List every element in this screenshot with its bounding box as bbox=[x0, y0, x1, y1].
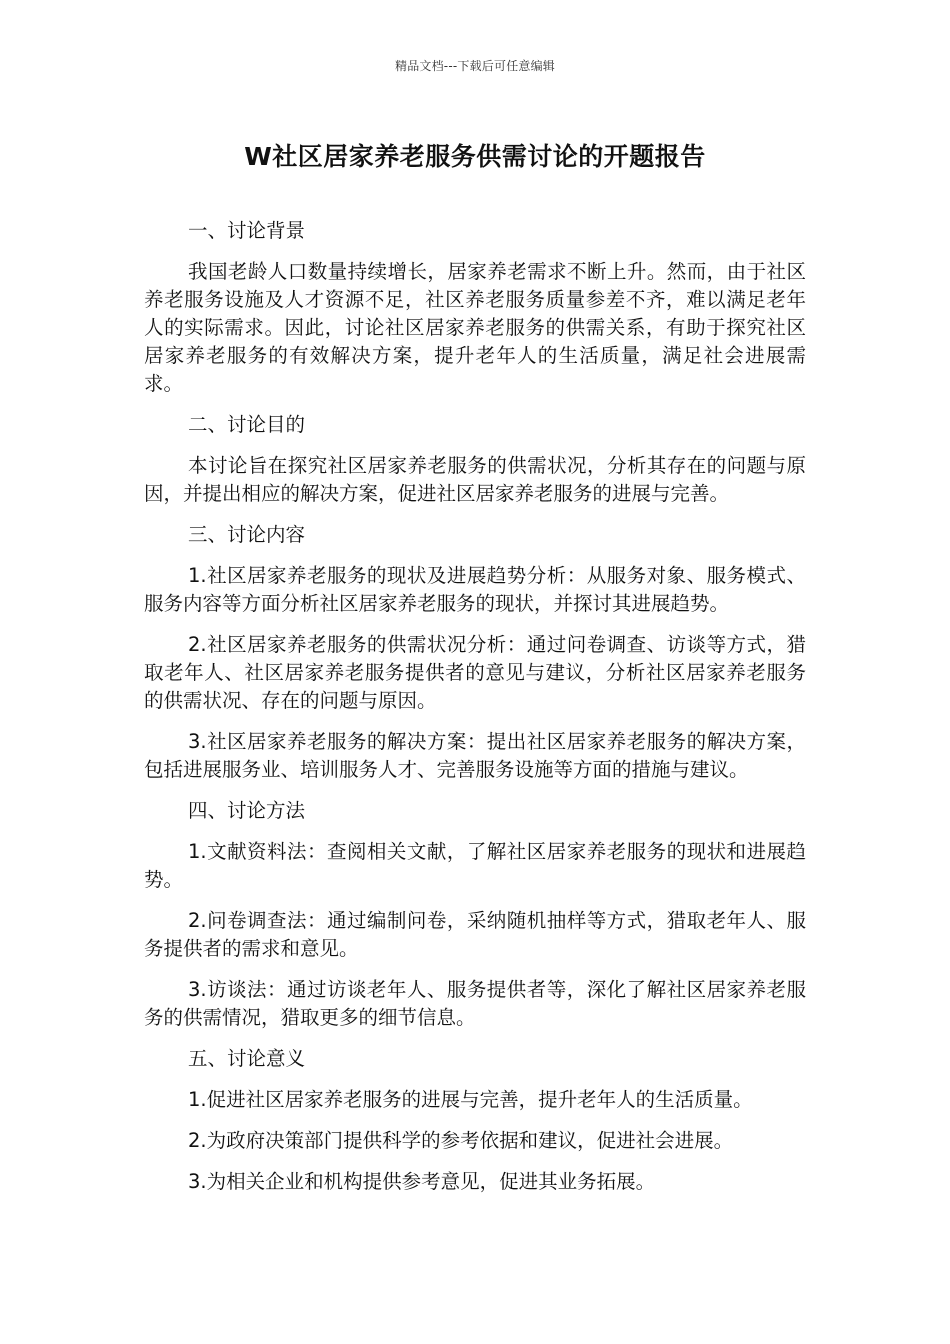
section-paragraph: 3.社区居家养老服务的解决方案：提出社区居家养老服务的解决方案，包括进展服务业、培训服务人才、完善服务设施等方面的措施与建议。 bbox=[144, 730, 806, 781]
section-content bbox=[144, 521, 806, 784]
section-paragraph: 1.文献资料法：查阅相关文献，了解社区居家养老服务的现状和进展趋势。 bbox=[144, 840, 806, 891]
section-paragraph: 本讨论旨在探究社区居家养老服务的供需状况，分析其存在的问题与原因，并提出相应的解决方案，促进社区居家养老服务的进展与完善。 bbox=[144, 454, 806, 505]
section-paragraph: 3.访谈法：通过访谈老年人、服务提供者等，深化了解社区居家养老服务的供需情况，猎取更多的细节信息。 bbox=[144, 978, 806, 1029]
section-paragraph: 2.社区居家养老服务的供需状况分析：通过问卷调查、访谈等方式，猎取老年人、社区居家养老服务提供者的意见与建议，分析社区居家养老服务的供需状况、存在的问题与原因。 bbox=[144, 633, 806, 712]
section-background bbox=[144, 217, 806, 398]
document-title: W社区居家养老服务供需讨论的开题报告 bbox=[244, 142, 706, 171]
section-purpose bbox=[144, 411, 806, 508]
section-heading: 二、讨论目的 bbox=[188, 413, 306, 436]
section-methods bbox=[144, 797, 806, 1032]
section-heading: 三、讨论内容 bbox=[188, 523, 306, 546]
header-note: 精品文档---下载后可任意编辑 bbox=[395, 59, 555, 73]
section-significance bbox=[144, 1045, 806, 1196]
section-paragraph: 3.为相关企业和机构提供参考意见，促进其业务拓展。 bbox=[188, 1170, 656, 1193]
section-paragraph: 我国老龄人口数量持续增长，居家养老需求不断上升。然而，由于社区养老服务设施及人才资源不足，社区养老服务质量参差不齐，难以满足老年人的实际需求。因此，讨论社区居家养老服务的供需关系，有助于探究社区居家养老服务的有效解决方案，提升老年人的生活质量，满足社会进展需求。 bbox=[144, 260, 806, 395]
section-paragraph: 1.社区居家养老服务的现状及进展趋势分析：从服务对象、服务模式、服务内容等方面分析社区居家养老服务的现状，并探讨其进展趋势。 bbox=[144, 564, 806, 615]
section-heading: 五、讨论意义 bbox=[188, 1047, 306, 1070]
section-paragraph: 1.促进社区居家养老服务的进展与完善，提升老年人的生活质量。 bbox=[188, 1088, 753, 1111]
section-heading: 一、讨论背景 bbox=[188, 219, 306, 242]
section-heading: 四、讨论方法 bbox=[188, 799, 306, 822]
section-paragraph: 2.为政府决策部门提供科学的参考依据和建议，促进社会进展。 bbox=[188, 1129, 734, 1152]
section-paragraph: 2.问卷调查法：通过编制问卷，采纳随机抽样等方式，猎取老年人、服务提供者的需求和意见。 bbox=[144, 909, 806, 960]
document-body bbox=[144, 217, 806, 1209]
